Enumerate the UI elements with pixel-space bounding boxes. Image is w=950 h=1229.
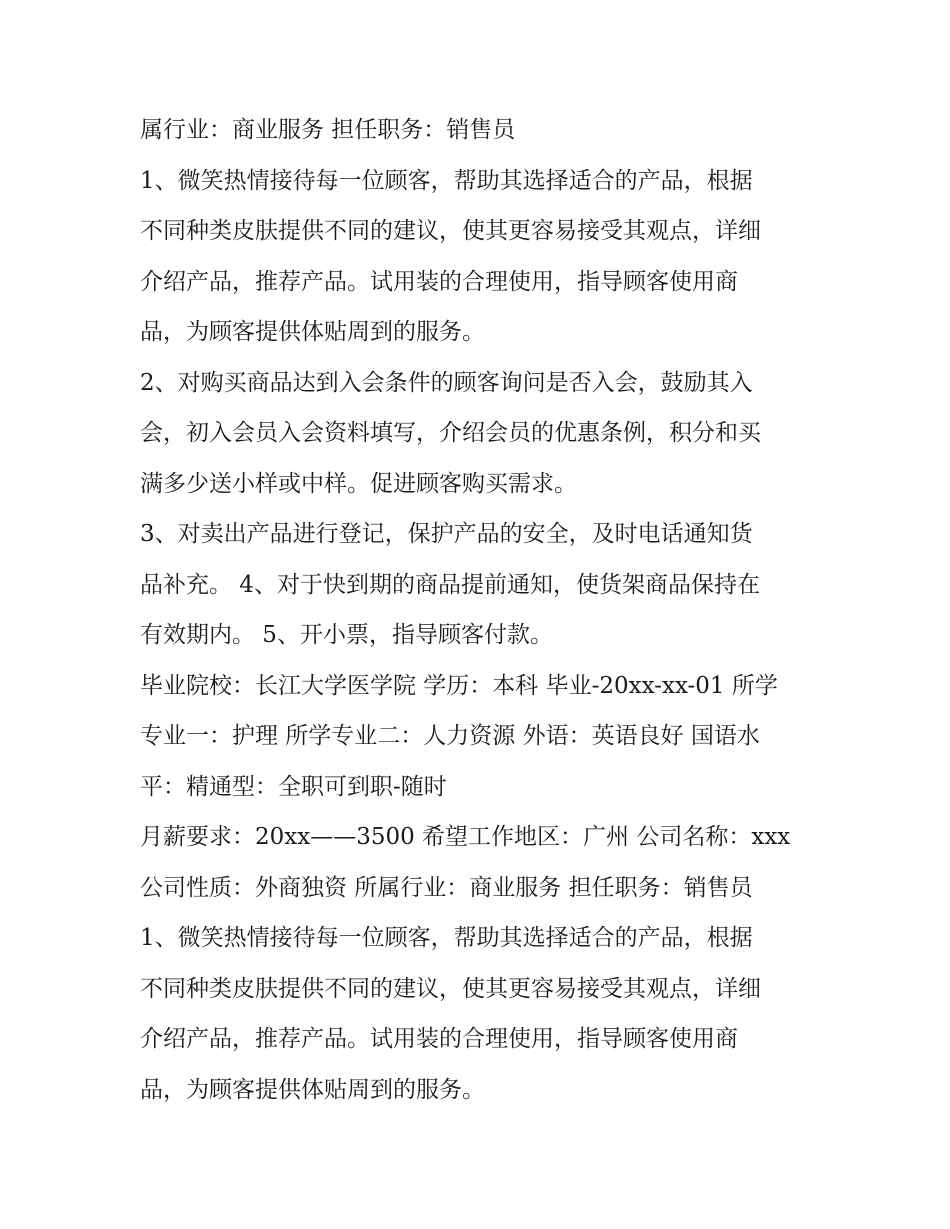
text-line: 品，为顾客提供体贴周到的服务。: [140, 319, 485, 345]
text-line: 月薪要求：20xx——3500 希望工作地区：广州 公司名称：xxx: [140, 824, 791, 850]
text-line: 属行业：商业服务 担任职务：销售员: [140, 117, 516, 143]
text-line: 1、微笑热情接待每一位顾客，帮助其选择适合的产品，根据: [140, 925, 753, 951]
text-line: 3、对卖出产品进行登记，保护产品的安全，及时电话通知货: [140, 521, 753, 547]
text-line: 专业一：护理 所学专业二：人力资源 外语：英语良好 国语水: [140, 723, 760, 749]
text-line: 有效期内。 5、开小票，指导顾客付款。: [140, 622, 553, 648]
text-line: 公司性质：外商独资 所属行业：商业服务 担任职务：销售员: [140, 874, 753, 901]
text-line: 平：精通型：全职可到职-随时: [140, 773, 447, 800]
text-line: 不同种类皮肤提供不同的建议，使其更容易接受其观点，详细: [140, 218, 761, 244]
text-line: 2、对购买商品达到入会条件的顾客询问是否入会，鼓励其入: [140, 369, 753, 396]
text-line: 介绍产品，推荐产品。试用装的合理使用，指导顾客使用商: [140, 1026, 738, 1052]
text-line: 会，初入会员入会资料填写，介绍会员的优惠条例，积分和买: [140, 420, 761, 446]
text-line: 满多少送小样或中样。促进顾客购买需求。: [140, 470, 577, 497]
text-line: 品补充。 4、对于快到期的商品提前通知，使货架商品保持在: [140, 571, 760, 598]
text-line: 介绍产品，推荐产品。试用装的合理使用，指导顾客使用商: [140, 268, 738, 295]
document-body: [140, 105, 820, 1115]
text-line: 品，为顾客提供体贴周到的服务。: [140, 1076, 485, 1103]
text-line: 不同种类皮肤提供不同的建议，使其更容易接受其观点，详细: [140, 975, 761, 1002]
text-line: 毕业院校：长江大学医学院 学历：本科 毕业-20xx-xx-01 所学: [140, 672, 778, 699]
text-line: 1、微笑热情接待每一位顾客，帮助其选择适合的产品，根据: [140, 167, 753, 194]
